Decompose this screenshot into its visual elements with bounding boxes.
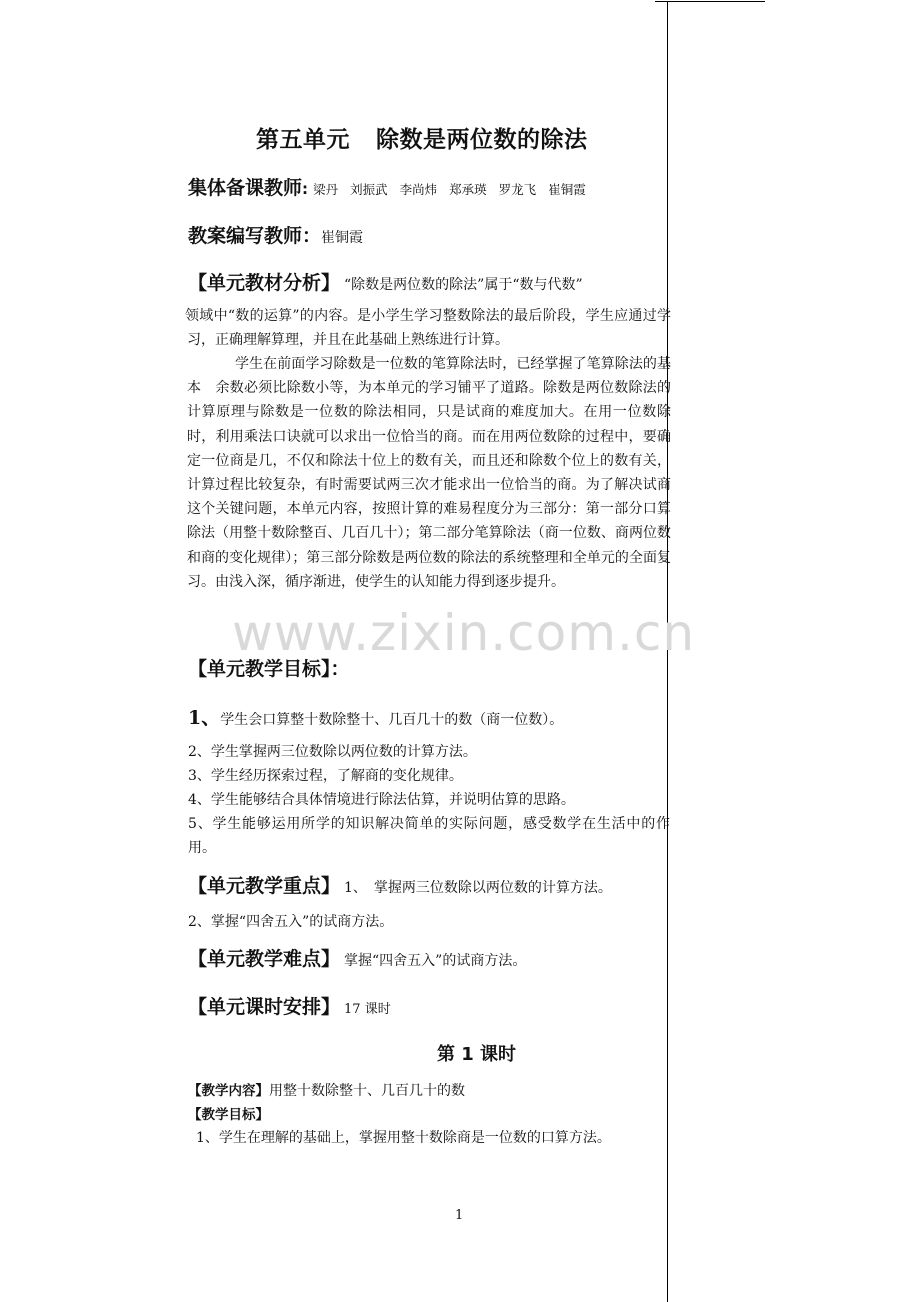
teacher-name: 罗龙飞 (498, 182, 537, 197)
collective-names (313, 182, 598, 197)
goals-heading-line (188, 654, 350, 681)
collective-label: 集体备课教师 (188, 177, 303, 199)
goal-3: 3、学生经历探索过程，了解商的变化规律。 (188, 768, 463, 784)
goal-5: 5、学生能够运用所学的知识解决简单的实际问题，感受数学在生活中的作用。 (188, 816, 670, 857)
difficult-points-line (188, 944, 526, 971)
schedule-line (188, 992, 391, 1019)
page-number: 1 (455, 1208, 464, 1223)
goal-4: 4、学生能够结合具体情境进行除法估算，并说明估算的思路。 (188, 792, 575, 808)
analysis-heading: 【单元教材分析】 (188, 272, 341, 294)
key-heading: 【单元教学重点】 (188, 875, 341, 897)
content-label: 【教学内容】 (188, 1083, 269, 1099)
difficult-text: 掌握“四舍五入”的试商方法。 (344, 953, 527, 969)
analysis-paragraph-1: 领域中“数的运算”的内容。是小学生学习整数除法的最后阶段，学生应通过学习，正确理解算理，并且在此基础上熟练进行计算。 (185, 308, 671, 349)
page-title (256, 121, 588, 154)
teacher-name: 李尚炜 (399, 182, 438, 197)
page-top-rule (655, 1, 765, 2)
watermark: www.zixin.com.cn (232, 604, 696, 662)
lesson-objective-heading (188, 1103, 269, 1123)
teacher-name: 郑承瑛 (449, 182, 487, 197)
collective-teachers: 集体备课教师: 梁丹 刘振武 李尚炜 郑承瑛 罗龙飞 崔铜霞 (188, 173, 598, 200)
analysis-intro: “除数是两位数的除法”属于“数与代数” (344, 277, 583, 293)
lesson-objective-1: 1、学生在理解的基础上，掌握用整十数除商是一位数的口算方法。 (196, 1130, 611, 1146)
difficult-heading: 【单元教学难点】 (188, 948, 341, 970)
writer-teacher (188, 221, 363, 248)
lesson-content-line (188, 1079, 465, 1100)
title-topic: 除数是两位数的除法 (376, 127, 588, 153)
writer-label: 教案编写教师： (188, 225, 322, 247)
writer-name: 崔铜霞 (321, 230, 364, 246)
title-unit: 第五单元 (256, 127, 350, 153)
teacher-name: 崔铜霞 (548, 182, 586, 197)
analysis-heading-line (188, 268, 583, 295)
key-point-2: 2、掌握“四舍五入”的试商方法。 (188, 914, 394, 930)
key-points-line (188, 871, 612, 898)
key-text: 1、 掌握两三位数除以两位数的计算方法。 (344, 880, 612, 896)
schedule-text: 17 课时 (344, 1002, 391, 1017)
goals-heading: 【单元教学目标】： (188, 658, 350, 680)
teacher-name: 刘振武 (350, 182, 388, 197)
analysis-paragraph-2: 学生在前面学习除数是一位数的笔算除法时，已经掌握了笔算除法的基本 余数必须比除数小等，为本单元的学习铺平了道路。除数是两位数除法的计算原理与除数是一位数的除法相同，只是试商的难度加大。在用一位数除时，利用乘法口诀就可以求出一位恰当的商。而在用两位数除的过程中，要确定一位商是几，不仅和除法十位上的数有关，而且还和除数个位上的数有关，计算过程比较复杂，有时需要试两三次才能求出一位恰当的商。为了解决试商这个关键问题，本单元内容，按照计算的难易程度分为三部分：第一部分口算除法（用整十数除整百、几百几十）；第二部分笔算除法（商一位数、商两位数和商的变化规律）；第三部分除数是两位数的除法的系统整理和全单元的全面复习。由浅入深，循序渐进，使学生的认知能力得到逐步提升。 (187, 356, 671, 590)
goal-2: 2、学生掌握两三位数除以两位数的计算方法。 (188, 744, 477, 760)
teacher-name: 梁丹 (313, 182, 339, 197)
goal-1: 1、学生会口算整十数除整十、几百几十的数（商一位数）。 (188, 707, 564, 729)
objective-label: 【教学目标】 (188, 1107, 269, 1123)
schedule-heading: 【单元课时安排】 (188, 996, 341, 1018)
lesson-title: 第 1 课时 (437, 1044, 517, 1065)
content-text: 用整十数除整十、几百几十的数 (269, 1083, 465, 1099)
